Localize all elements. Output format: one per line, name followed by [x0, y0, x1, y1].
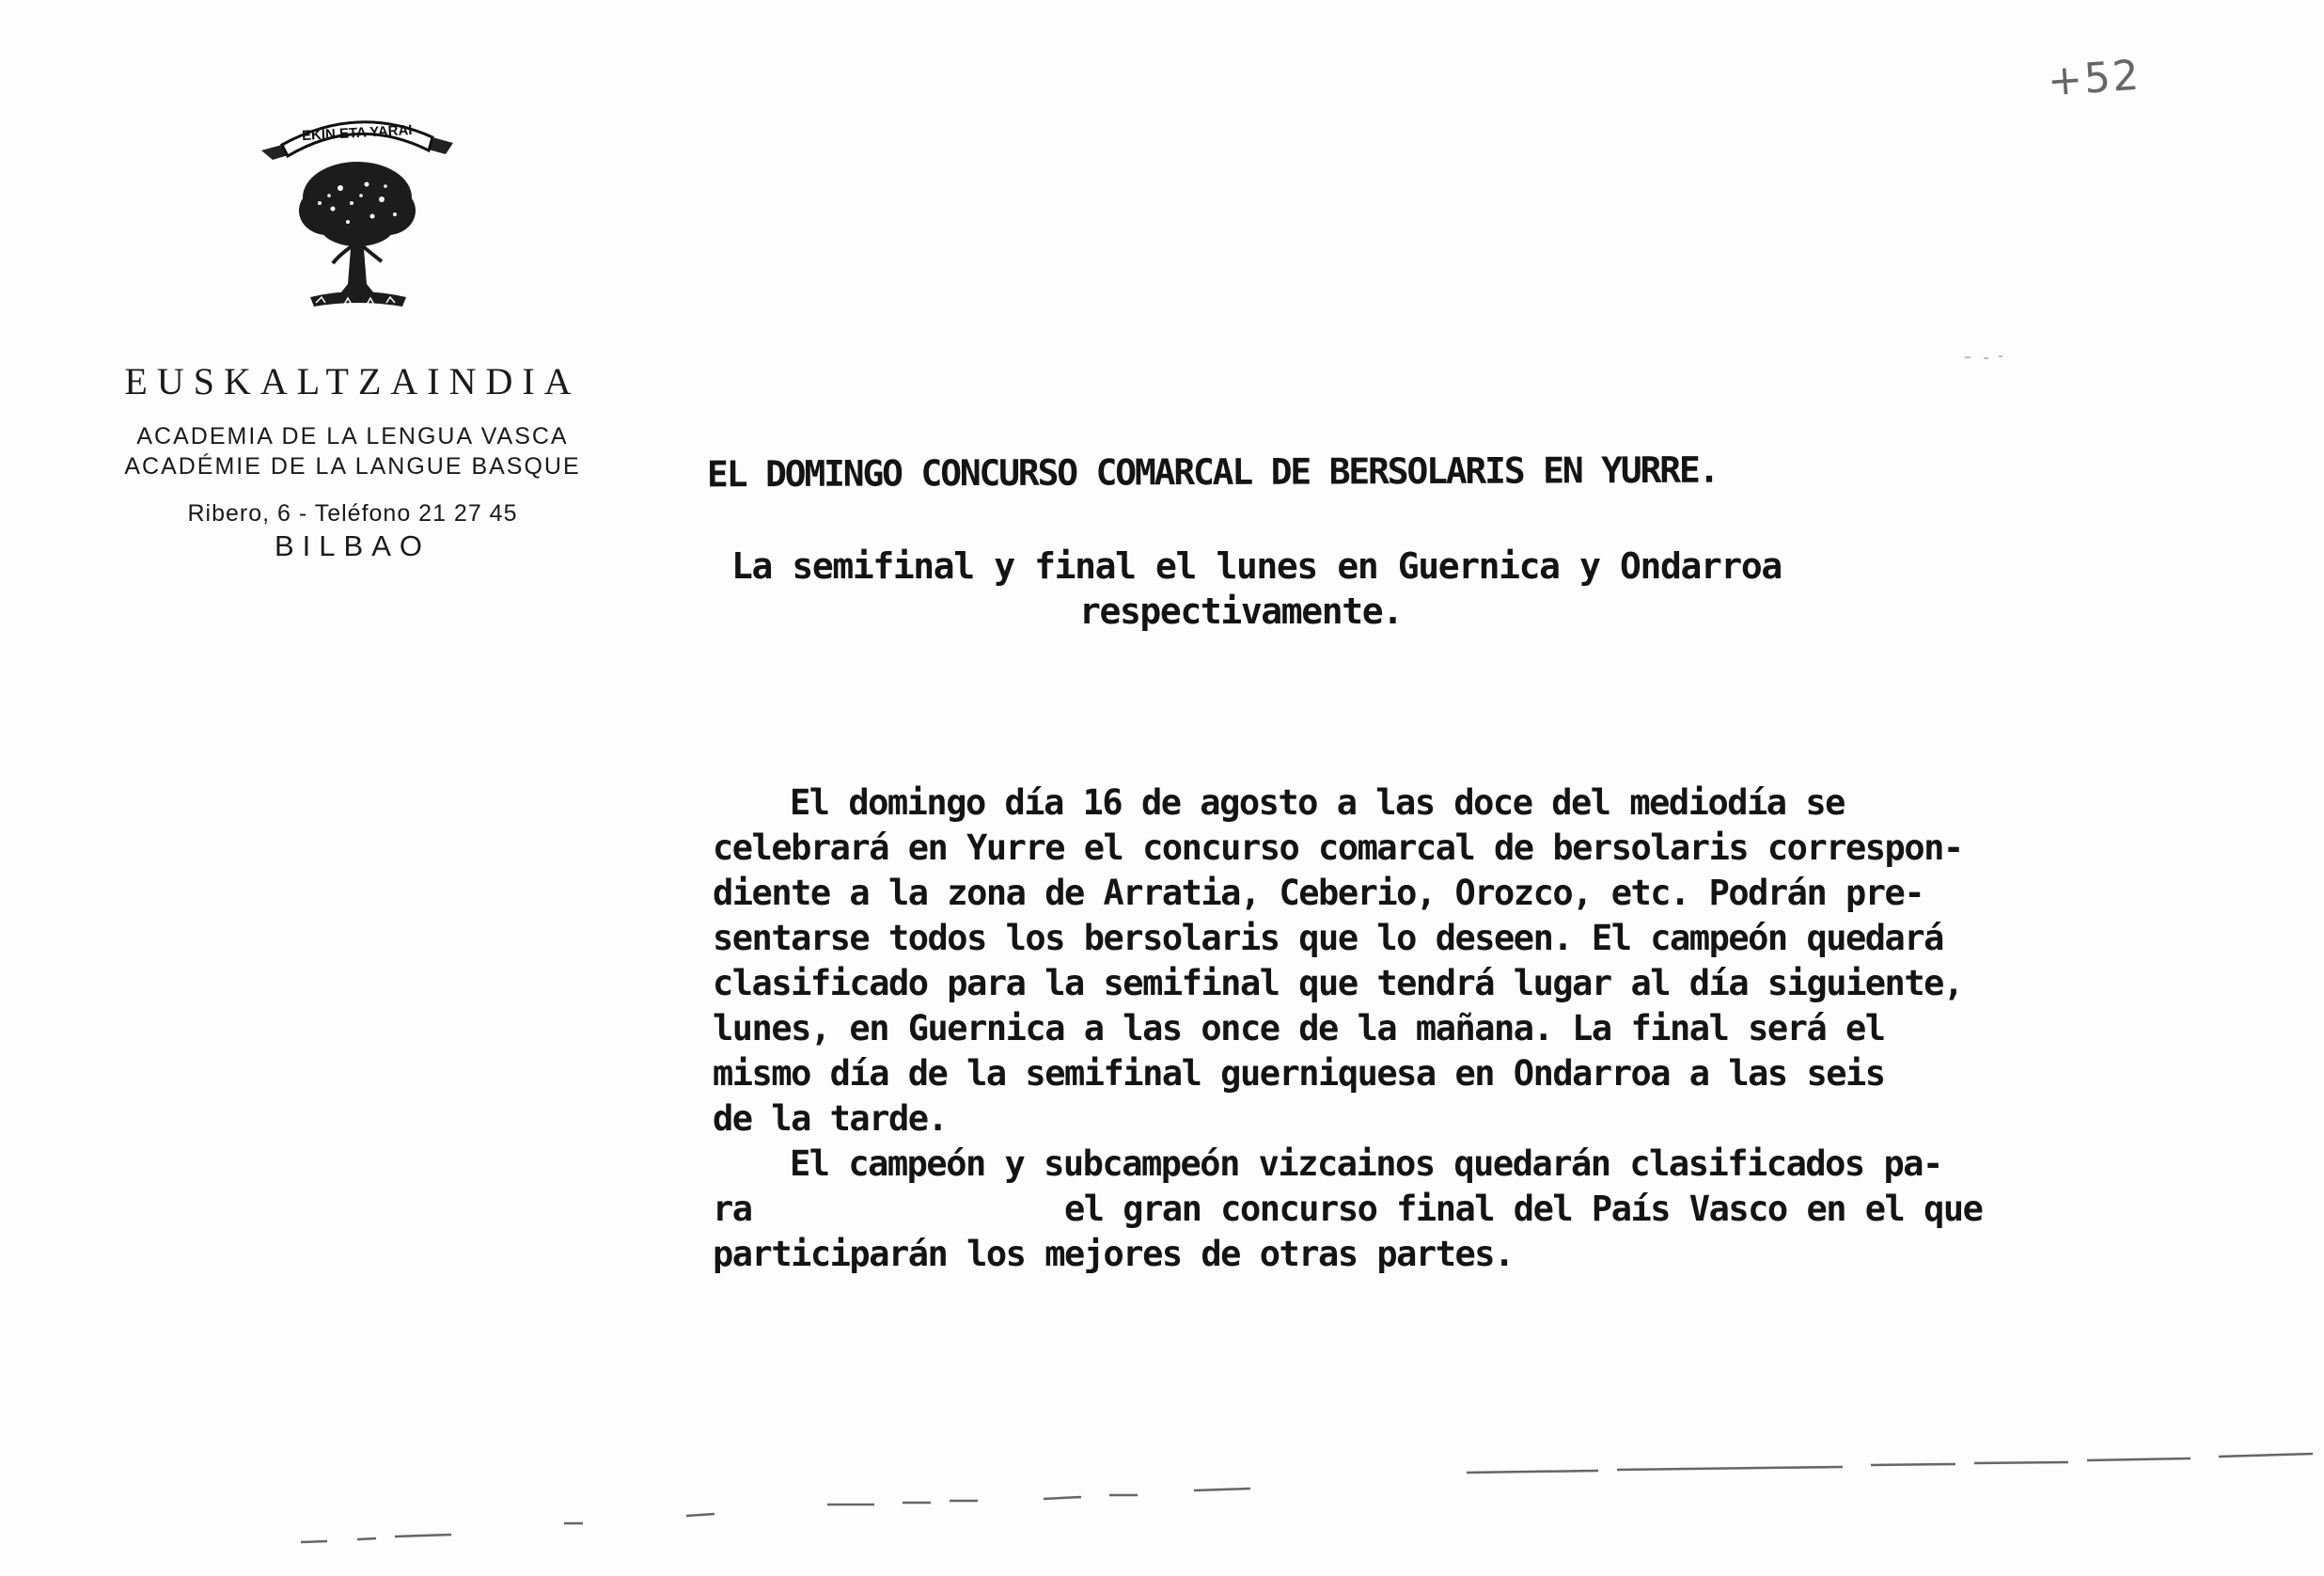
body-line: diente a la zona de Arratia, Ceberio, Orozco, etc. Podrán pre-	[713, 873, 1924, 913]
city: BILBAO	[275, 529, 431, 562]
subtitle-spanish: ACADEMIA DE LA LENGUA VASCA	[136, 423, 569, 449]
organization-name: EUSKALTZAINDIA	[124, 360, 581, 402]
subheadline-line-1: La semifinal y final el lunes en Guernica y Ondarroa	[731, 545, 1782, 587]
body-line: sentarse todos los bersolaris que lo deseen. El campeón quedará	[713, 918, 1943, 958]
tree-emblem-logo	[254, 105, 461, 312]
body-line: ra el gran concurso final del País Vasco en el que	[713, 1189, 1983, 1229]
body-line: lunes, en Guernica a las once de la mañana. La final será el	[713, 1008, 1885, 1048]
article-body	[713, 780, 1982, 1277]
address-line: Ribero, 6 - Teléfono 21 27 45	[187, 500, 518, 527]
body-line: El campeón y subcampeón vizcainos quedarán clasificados pa-	[790, 1143, 1942, 1184]
body-line: participarán los mejores de otras partes.	[713, 1234, 1514, 1274]
body-line: celebrará en Yurre el concurso comarcal de bersolaris correspon-	[713, 827, 1963, 868]
body-line: mismo día de la semifinal guerniquesa en Ondarroa a las seis	[713, 1053, 1885, 1094]
subheadline-line-2: respectivamente.	[1079, 591, 1403, 632]
handwritten-page-number: +52	[2046, 51, 2143, 106]
body-line: El domingo día 16 de agosto a las doce del mediodía se	[790, 782, 1845, 823]
body-line: de la tarde.	[713, 1098, 948, 1139]
body-line: clasificado para la semifinal que tendrá lugar al día siguiente,	[713, 963, 1963, 1003]
subtitle-french: ACADÉMIE DE LA LANGUE BASQUE	[124, 453, 581, 480]
letterhead	[85, 357, 620, 564]
motto-ribbon-text: EKIN ETA YARAI	[301, 121, 413, 145]
headline: EL DOMINGO CONCURSO COMARCAL DE BERSOLARIS EN YURRE.	[706, 449, 1719, 496]
